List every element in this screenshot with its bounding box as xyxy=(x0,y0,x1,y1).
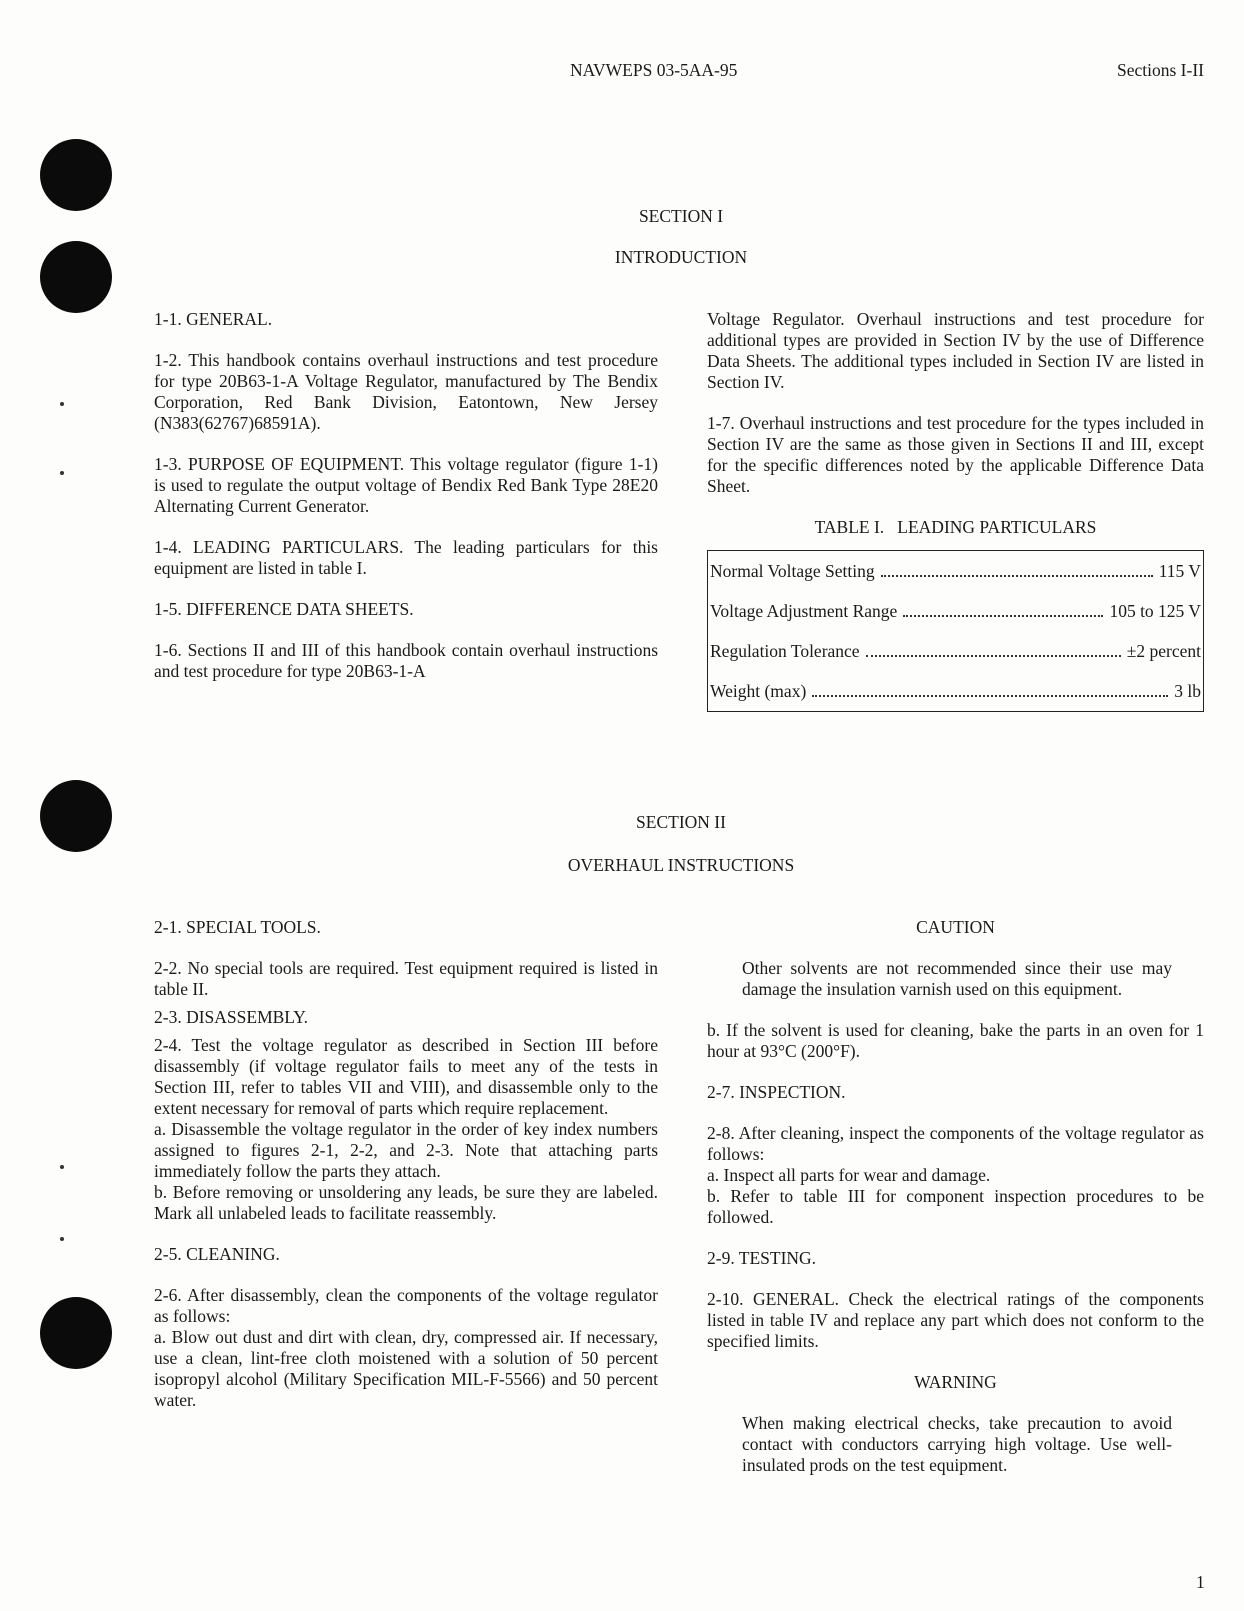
row-value: ±2 percent xyxy=(1126,640,1201,661)
left-column xyxy=(154,309,658,790)
binder-hole xyxy=(40,241,112,313)
page-header xyxy=(0,60,1244,81)
table-cell xyxy=(708,671,1204,712)
table-row xyxy=(708,551,1204,592)
binder-hole xyxy=(40,139,112,211)
paragraph-2-8b: b. Refer to table III for component inspection procedures to be followed. xyxy=(707,1186,1204,1227)
paragraph-1-7: 1-7. Overhaul instructions and test procedure for the types included in Section IV are the same as those given in Sections II and III, except for the specific differences noted by the applicable Difference Data Sheet. xyxy=(707,413,1204,496)
caution-text: Other solvents are not recommended since their use may damage the insulation varnish used on this equipment. xyxy=(742,958,1172,999)
paragraph-2-8a: a. Inspect all parts for wear and damage. xyxy=(707,1165,991,1185)
speck xyxy=(60,1237,64,1241)
paragraph-2-4b: b. Before removing or unsoldering any leads, be sure they are labeled. Mark all unlabeled leads to facilitate reassembly. xyxy=(154,1182,658,1223)
paragraph-1-2: 1-2. This handbook contains overhaul instructions and test procedure for type 20B63-1-A Voltage Regulator, manufactured by The Bendix Corporation, Red Bank Division, Eatontown, New Jersey (N383(62767)68591A). xyxy=(154,350,658,433)
section-subtitle: INTRODUCTION xyxy=(614,247,748,267)
row-value: 105 to 125 V xyxy=(1109,600,1201,621)
table-cell xyxy=(708,591,1204,631)
paragraph-1-6: 1-6. Sections II and III of this handbook contain overhaul instructions and test procedure for type 20B63-1-A xyxy=(154,640,658,681)
table-cell xyxy=(708,551,1204,592)
right-column xyxy=(707,309,1204,790)
table-title: TABLE I. LEADING PARTICULARS xyxy=(814,517,1097,537)
row-value: 115 V xyxy=(1158,560,1201,581)
left-column xyxy=(154,917,658,1476)
doc-number: NAVWEPS 03-5AA-95 xyxy=(570,60,738,80)
caution-title: CAUTION xyxy=(916,917,995,937)
row-value: 3 lb xyxy=(1174,680,1201,701)
paragraph-2-4: 2-4. Test the voltage regulator as described in Section III before disassembly (if voltage regulator fails to meet any of the tests in Section III, refer to tables VII and VIII), and disassemble only to the extent necessary for removal of parts which require replacement. xyxy=(154,1035,658,1118)
heading-2-3: 2-3. DISASSEMBLY. xyxy=(154,1007,308,1027)
heading-2-7: 2-7. INSPECTION. xyxy=(707,1082,846,1102)
section-title: SECTION I xyxy=(638,206,724,226)
binder-hole xyxy=(40,780,112,852)
right-column xyxy=(707,917,1204,1476)
section-subtitle: OVERHAUL INSTRUCTIONS xyxy=(567,855,795,875)
row-label: Regulation Tolerance xyxy=(710,640,860,661)
table-row xyxy=(708,591,1204,631)
speck xyxy=(60,471,64,475)
paragraph-2-6: 2-6. After disassembly, clean the components of the voltage regulator as follows: xyxy=(154,1285,658,1326)
binder-hole xyxy=(40,1297,112,1369)
paragraph-2-2: 2-2. No special tools are required. Test equipment required is listed in table II. xyxy=(154,958,658,999)
leader-dots xyxy=(866,654,1121,657)
warning-title: WARNING xyxy=(914,1372,997,1392)
page-number: 1 xyxy=(1196,1572,1205,1592)
table-row xyxy=(708,631,1204,671)
row-label: Weight (max) xyxy=(710,680,807,701)
heading-2-1: 2-1. SPECIAL TOOLS. xyxy=(154,917,321,937)
paragraph-1-4: 1-4. LEADING PARTICULARS. The leading particulars for this equipment are listed in table I. xyxy=(154,537,658,578)
paragraph-1-3: 1-3. PURPOSE OF EQUIPMENT. This voltage regulator (figure 1-1) is used to regulate the output voltage of Bendix Red Bank Type 28E20 Alternating Current Generator. xyxy=(154,454,658,516)
warning-text: When making electrical checks, take precaution to avoid contact with conductors carrying high voltage. Use well-insulated prods on the test equipment. xyxy=(742,1413,1172,1475)
leader-dots xyxy=(812,694,1168,697)
paragraph-2-10: 2-10. GENERAL. Check the electrical ratings of the components listed in table IV and replace any part which does not conform to the specified limits. xyxy=(707,1289,1204,1351)
paragraph-2-6a: a. Blow out dust and dirt with clean, dry, compressed air. If necessary, use a clean, lint-free cloth moistened with a solution of 50 percent isopropyl alcohol (Military Specification MIL-F-5566) and 50 percent water. xyxy=(154,1327,658,1410)
paragraph-2-4a: a. Disassemble the voltage regulator in the order of key index numbers assigned to figures 2-1, 2-2, and 2-3. Note that attaching parts immediately follow the parts they attach. xyxy=(154,1119,658,1181)
leading-particulars-table xyxy=(707,550,1204,712)
heading-2-9: 2-9. TESTING. xyxy=(707,1248,817,1268)
row-label: Normal Voltage Setting xyxy=(710,560,875,581)
paragraph-2-8: 2-8. After cleaning, inspect the components of the voltage regulator as follows: xyxy=(707,1123,1204,1164)
section-title: SECTION II xyxy=(636,812,726,832)
table-cell xyxy=(708,631,1204,671)
speck xyxy=(60,1165,64,1169)
heading-1-1: 1-1. GENERAL. xyxy=(154,309,273,329)
row-label: Voltage Adjustment Range xyxy=(710,600,898,621)
heading-2-5: 2-5. CLEANING. xyxy=(154,1244,280,1264)
heading-1-5: 1-5. DIFFERENCE DATA SHEETS. xyxy=(154,599,414,619)
table-row xyxy=(708,671,1204,712)
paragraph-2-6b: b. If the solvent is used for cleaning, bake the parts in an oven for 1 hour at 93°C (200°F). xyxy=(707,1020,1204,1061)
leader-dots xyxy=(903,614,1103,617)
leader-dots xyxy=(881,574,1153,577)
speck xyxy=(60,402,64,406)
section-range: Sections I-II xyxy=(1117,60,1204,80)
paragraph-1-6-cont: Voltage Regulator. Overhaul instructions and test procedure for additional types are provided in Section IV by the use of Difference Data Sheets. The additional types included in Section IV are listed in Section IV. xyxy=(707,309,1204,392)
